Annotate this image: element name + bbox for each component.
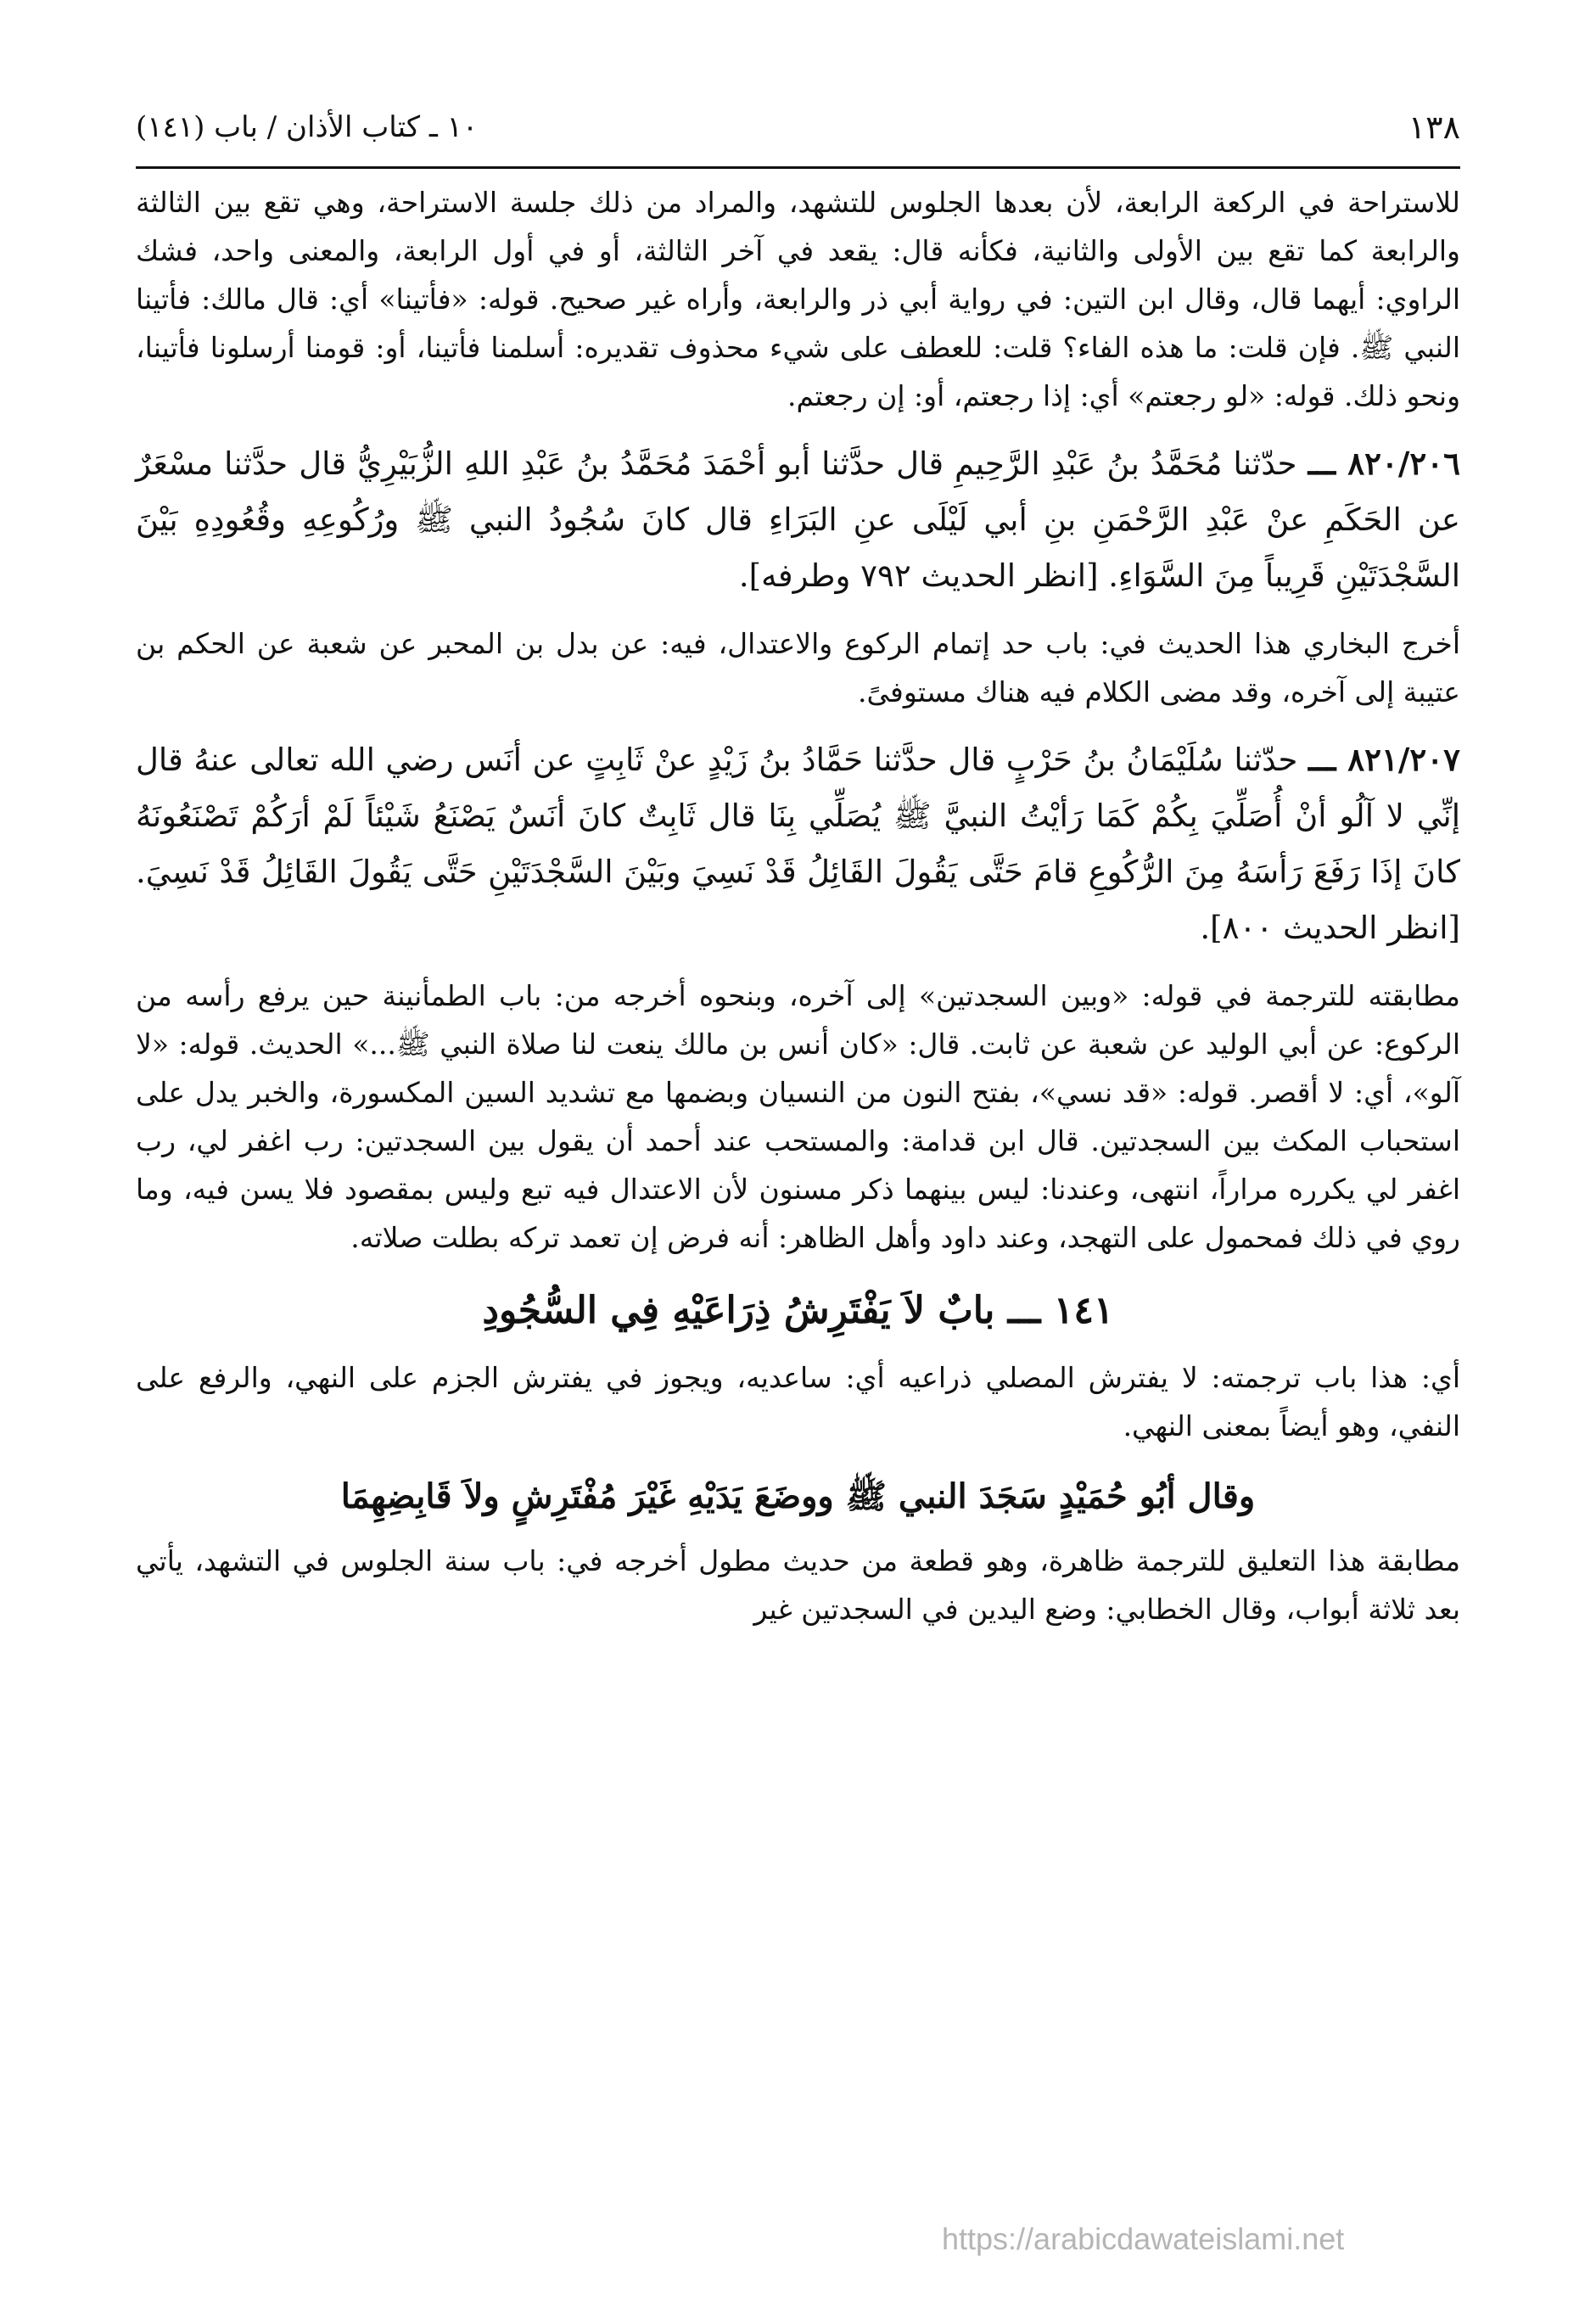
running-title: ١٠ ـ كتاب الأذان / باب (١٤١) [136,110,479,144]
commentary-paragraph: مطابقة هذا التعليق للترجمة ظاهرة، وهو قطعة من حديث مطول أخرجه في: باب سنة الجلوس في التشهد، يأتي بعد ثلاثة أبواب، وقال الخطابي: وضع اليدين في السجدتين غير [136,1544,1460,1626]
commentary-paragraph: أخرج البخاري هذا الحديث في: باب حد إتمام الركوع والاعتدال، فيه: عن بدل بن المحبر عن شعبة عن الحكم بن عتيبة إلى آخره، وقد مضى الكلام فيه هناك مستوفىً. [136,627,1460,709]
commentary-paragraph: مطابقته للترجمة في قوله: «وبين السجدتين» إلى آخره، وبنحوه أخرجه من: باب الطمأنينة حين يرفع رأسه من الركوع: عن أبي الوليد عن شعبة عن ثابت. قال: «كان أنس بن مالك ينعت لنا صلاة النبي ﷺ...» الحديث. قوله: «لا آلو»، أي: لا أقصر. قوله: «قد نسي»، بفتح النون من النسيان وبضمها مع تشديد السين المكسورة، والخبر يدل على استحباب المكث بين السجدتين. قال ابن قدامة: والمستحب عند أحمد أن يقول بين السجدتين: رب اغفر لي، رب اغفر لي يكرره مراراً، انتهى، وعندنا: ليس بينهما ذكر مسنون لأن الاعتدال فيه تبع وليس بمقصود فلا يسن فيه، وما روي في ذلك فمحمول على التهجد، وعند داود وأهل الظاهر: أنه فرض إن تعمد تركه بطلت صلاته. [136,979,1460,1254]
page-number: ١٣٨ [1408,109,1460,146]
watermark-url: https://arabicdawateislami.net [942,2221,1345,2256]
chapter-heading: ١٤١ ـــ بابٌ لاَ يَفْتَرِشُ ذِرَاعَيْهِ فِي السُّجُودِ [482,1289,1114,1332]
commentary-paragraph: أي: هذا باب ترجمته: لا يفترش المصلي ذراعيه أي: ساعديه، ويجوز في يفترش الجزم على النهي، والرفع على النفي، وهو أيضاً بمعنى النهي. [136,1361,1460,1442]
page-body [136,178,1460,1649]
hadith-number: ٨٢١/٢٠٧ ـــ [1308,741,1460,778]
commentary-paragraph: للاستراحة في الركعة الرابعة، لأن بعدها الجلوس للتشهد، والمراد من ذلك جلسة الاستراحة، وهي تقع بين الثالثة والرابعة كما تقع بين الأولى والثانية، فكأنه قال: يقعد في آخر الثالثة، أو في أول الرابعة، والمعنى واحد، فشك الراوي: أيهما قال، وقال ابن التين: في رواية أبي ذر والرابعة، وأراه غير صحيح. قوله: «فأتينا» أي: قال مالك: فأتينا النبي ﷺ. فإن قلت: ما هذه الفاء؟ قلت: للعطف على شيء محذوف تقديره: أسلمنا فأتينا، أو: قومنا أرسلونا فأتينا، ونحو ذلك. قوله: «لو رجعتم» أي: إذا رجعتم، أو: إن رجعتم. [136,186,1460,412]
hadith-text: حدّثنا سُلَيْمَانُ بنُ حَرْبٍ قال حدَّثنا حَمَّادُ بنُ زَيْدٍ عنْ ثَابِتٍ عن أنَس رضي الله تعالى عنهُ قال إنِّي لا آلُو أنْ أُصَلِّيَ بِكُمْ كَمَا رَأيْتُ النبيَّ ﷺ يُصَلِّي بِنَا قال ثَابِتٌ كانَ أنَسٌ يَصْنَعُ شَيْئاً لَمْ أرَكُمْ تَصْنَعُونَهُ كانَ إذَا رَفَعَ رَأسَهُ مِنَ الرُّكُوعِ قامَ حَتَّى يَقُولَ القَائِلُ قَدْ نَسِيَ وبَيْنَ السَّجْدَتَيْنِ حَتَّى يَقُولَ القَائِلُ قَدْ نَسِيَ. [انظر الحديث ٨٠٠]. [136,742,1460,946]
hadith-text: حدّثنا مُحَمَّدُ بنُ عَبْدِ الرَّحِيمِ قال حدَّثنا أبو أحْمَدَ مُحَمَّدُ بنُ عَبْدِ اللهِ الزُّبَيْرِيُّ قال حدَّثنا مسْعَرٌ عن الحَكَمِ عنْ عَبْدِ الرَّحْمَنِ بنِ أبي لَيْلَى عنِ البَرَاءِ قال كانَ سُجُودُ النبي ﷺ ورُكُوعِهِ وقُعُودِهِ بَيْنَ السَّجْدَتَيْنِ قَرِيباً مِنَ السَّوَاءِ. [انظر الحديث ٧٩٢ وطرفه]. [136,445,1460,594]
header-divider [136,166,1460,169]
hadith-207 [136,731,1460,956]
taliq-heading: وقال أبُو حُمَيْدٍ سَجَدَ النبي ﷺ ووضَعَ يَدَيْهِ غَيْرَ مُفْتَرِشٍ ولاَ قَابِضِهِمَا [340,1476,1256,1516]
hadith-206 [136,435,1460,604]
hadith-number: ٨٢٠/٢٠٦ ـــ [1308,445,1461,482]
page-header [136,102,1460,153]
